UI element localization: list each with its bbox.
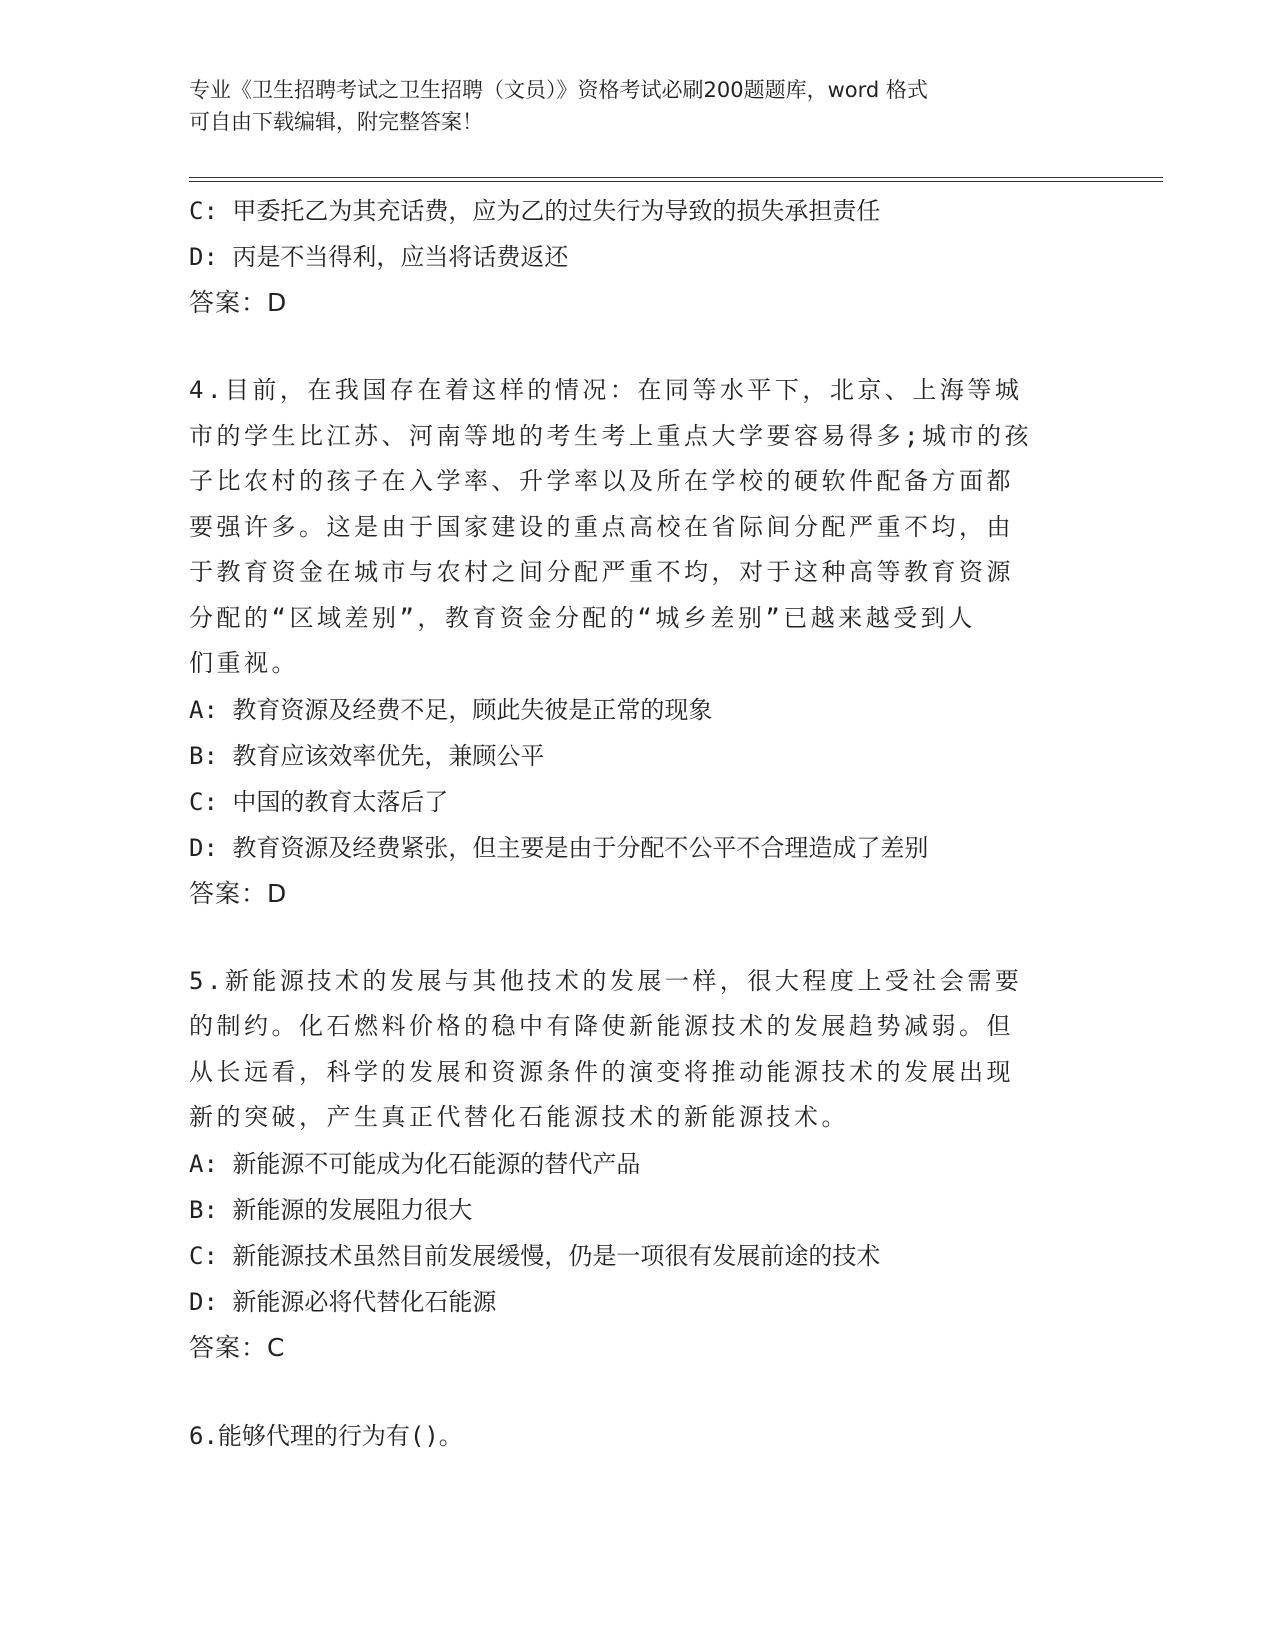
question-stem-line: 从长远看，科学的发展和资源条件的演变将推动能源技术的发展出现 [189, 1057, 1014, 1086]
answer-line: 答案：D [189, 288, 288, 317]
option-c: C: 甲委托乙为其充话费，应为乙的过失行为导致的损失承担责任 [189, 197, 881, 225]
header-divider-top [189, 177, 1163, 178]
question-5 [189, 959, 1089, 1371]
question-4 [189, 368, 1089, 917]
option-c: C: 中国的教育太落后了 [189, 787, 449, 816]
question-stem-line: 新的突破，产生真正代替化石能源技术的新能源技术。 [189, 1103, 849, 1131]
option-d: D: 教育资源及经费紧张，但主要是由于分配不公平不合理造成了差别 [189, 833, 929, 862]
document-body [189, 188, 1089, 1459]
question-stem [189, 368, 1089, 687]
header-title-line-2: 可自由下载编辑，附完整答案！ [189, 110, 483, 134]
option-d: D: 丙是不当得利，应当将话费返还 [189, 243, 569, 271]
answer-line: 答案：C [189, 1332, 286, 1362]
question-stem-line: 的制约。化石燃料价格的稳中有降使新能源技术的发展趋势减弱。但 [189, 1012, 1014, 1040]
question-stem [189, 959, 1089, 1141]
question-3-tail [189, 188, 1089, 326]
option-b: B: 教育应该效率优先，兼顾公平 [189, 741, 545, 770]
option-d: D: 新能源必将代替化石能源 [189, 1287, 497, 1316]
option-c: C: 新能源技术虽然目前发展缓慢，仍是一项很有发展前途的技术 [189, 1241, 881, 1270]
question-stem-line: 要强许多。这是由于国家建设的重点高校在省际间分配严重不均，由 [189, 512, 1014, 541]
question-stem-line: 4.目前，在我国存在着这样的情况：在同等水平下，北京、上海等城 [189, 376, 1023, 404]
option-a: A: 新能源不可能成为化石能源的替代产品 [189, 1149, 641, 1178]
question-stem: 6.能够代理的行为有()。 [189, 1421, 463, 1450]
question-stem-line: 分配的“区域差别”，教育资金分配的“城乡差别”已越来越受到人 [189, 603, 976, 632]
question-stem-line: 子比农村的孩子在入学率、升学率以及所在学校的硬软件配备方面都 [189, 467, 1014, 495]
question-stem-line: 于教育资金在城市与农村之间分配严重不均，对于这种高等教育资源 [189, 558, 1014, 586]
option-a: A: 教育资源及经费不足，顾此失彼是正常的现象 [189, 695, 713, 724]
question-stem-line: 们重视。 [189, 649, 299, 677]
question-6 [189, 1413, 1089, 1459]
option-b: B: 新能源的发展阻力很大 [189, 1195, 473, 1224]
question-stem-line: 市的学生比江苏、河南等地的考生考上重点大学要容易得多;城市的孩 [189, 421, 1032, 450]
question-stem-line: 5.新能源技术的发展与其他技术的发展一样，很大程度上受社会需要 [189, 966, 1023, 995]
answer-line: 答案：D [189, 878, 288, 908]
document-header [189, 74, 1089, 138]
header-title-line-1: 专业《卫生招聘考试之卫生招聘（文员）》资格考试必刷200题题库，word 格式 [189, 78, 928, 102]
header-divider-bottom [189, 181, 1163, 182]
